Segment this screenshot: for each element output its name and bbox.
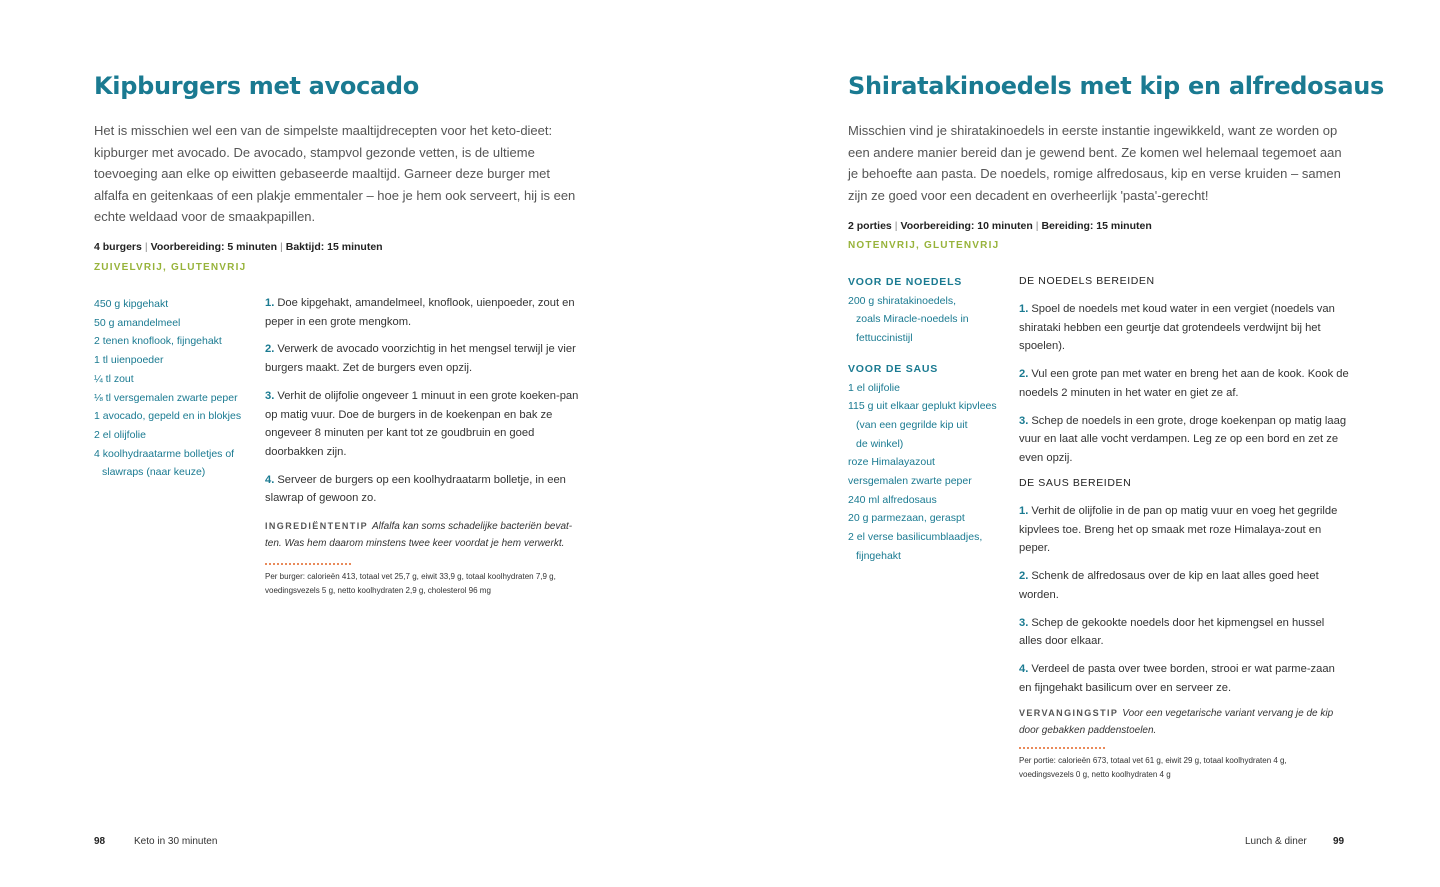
chapter-title: Lunch & diner bbox=[1245, 836, 1307, 847]
recipe-meta: 4 burgers | Voorbereiding: 5 minuten | Baktijd: 15 minuten bbox=[94, 241, 383, 253]
recipe-meta: 2 porties | Voorbereiding: 10 minuten | Bereiding: 15 minuten bbox=[848, 220, 1152, 232]
step-list-noodles bbox=[1019, 300, 1349, 477]
ingredient-item: ⅛ tl versgemalen zwarte peper bbox=[94, 391, 238, 404]
step-item: 2. Schenk de alfredosaus over de kip en laat alles goed heet worden. bbox=[1019, 570, 1319, 601]
substitution-tip bbox=[1019, 705, 1339, 739]
ingredient-item: versgemalen zwarte peper bbox=[848, 475, 972, 488]
ingredient-item: 4 koolhydraatarme bolletjes of bbox=[94, 447, 235, 460]
ingredient-item: de winkel) bbox=[856, 437, 904, 450]
recipe-intro: Het is misschien wel een van de simpelste maaltijdrecepten voor het keto-dieet: kipburger met avocado. De avocado, stampvol gezonde vetten, is de ultieme toevoeging aan elke op eiwitten gebaseerde maaltijd. Garneer deze burger met alfalfa en geitenkaas of een plakje emmentaler – hoe je hem ook serveert, hij is een echte weldaad voor de smaakpapillen. bbox=[94, 123, 576, 224]
recipe-intro: Misschien vind je shiratakinoedels in eerste instantie ingewikkeld, want ze worden op een andere manier bereid dan je gewend bent. Ze komen wel helemaal tegemoet aan je behoefte aan pasta. De noedels, romige alfredosaus, kip en verse kruiden – samen zijn ze goed voor een decadent en overheerlijk 'pasta'-gerecht! bbox=[848, 123, 1342, 203]
ingredient-item: 240 ml alfredosaus bbox=[848, 493, 937, 506]
servings: 4 burgers bbox=[94, 241, 142, 253]
step-item: 1. Spoel de noedels met koud water in een vergiet (noedels van shirataki hebben een geurtje dat grotendeels verdwijnt bij het spoelen). bbox=[1019, 303, 1335, 353]
ingredient-item: fettuccinistijl bbox=[856, 332, 913, 345]
servings: 2 porties bbox=[848, 220, 892, 232]
page-number: 98 bbox=[94, 836, 106, 847]
right-page bbox=[720, 0, 1440, 887]
recipe-title: Shiratakinoedels met kip en alfredosaus bbox=[848, 72, 1385, 100]
tip-label: VERVANGINGSTIP bbox=[1019, 708, 1119, 718]
step-list-sauce bbox=[1019, 502, 1349, 706]
recipe-title: Kipburgers met avocado bbox=[94, 72, 419, 100]
ingredient-item: 115 g uit elkaar geplukt kipvlees bbox=[848, 400, 997, 413]
prep-time: Voorbereiding: 10 minuten bbox=[900, 220, 1033, 232]
cook-time: Baktijd: 15 minuten bbox=[285, 241, 383, 253]
diet-tags: NOTENVRIJ, GLUTENVRIJ bbox=[848, 240, 1000, 251]
ingredient-heading: VOOR DE SAUS bbox=[848, 362, 939, 375]
ingredient-item: 450 g kipgehakt bbox=[94, 298, 169, 310]
nutrition-info: Per portie: calorieën 673, totaal vet 61 g, eiwit 29 g, totaal koolhydraten 4 g, voedingsvezels 0 g, netto koolhydraten 4 g bbox=[1019, 756, 1287, 779]
ingredient-list bbox=[848, 273, 1013, 566]
ingredient-item: 1 el olijfolie bbox=[848, 381, 900, 394]
step-item: 3. Verhit de olijfolie ongeveer 1 minuut in een grote koeken-pan op matig vuur. Doe de burgers in de koekenpan en bak ze ongeveer 8 minuten per kant tot ze goudbruin en goed doorbakken zijn. bbox=[265, 389, 579, 458]
ingredient-item: 20 g parmezaan, geraspt bbox=[848, 512, 965, 525]
cook-time: Bereiding: 15 minuten bbox=[1041, 220, 1152, 232]
prep-time: Voorbereiding: 5 minuten bbox=[150, 241, 277, 253]
ingredient-item: 2 el verse basilicumblaadjes, bbox=[848, 531, 983, 544]
ingredient-list bbox=[94, 295, 254, 482]
ingredient-tip bbox=[265, 518, 587, 552]
step-item: 3. Schep de noedels in een grote, droge koekenpan op matig laag vuur en laat alle vocht verdampen. Leg ze op een bord en zet ze even opzij. bbox=[1019, 414, 1347, 464]
step-list bbox=[265, 294, 593, 517]
ingredient-item: 200 g shiratakinoedels, bbox=[848, 294, 956, 307]
step-item: 1. Verhit de olijfolie in de pan op matig vuur en voeg het gegrilde kipvlees toe. Breng het op smaak met roze Himalaya-zout en peper. bbox=[1019, 505, 1338, 555]
ingredient-item: 2 el olijfolie bbox=[94, 428, 146, 441]
ingredient-item: ¼ tl zout bbox=[94, 372, 134, 385]
page-number: 99 bbox=[1333, 836, 1345, 847]
section-heading-noodles: DE NOEDELS BEREIDEN bbox=[1019, 275, 1155, 287]
tip-label: INGREDIËNTENTIP bbox=[265, 521, 369, 531]
ingredient-item: 1 avocado, gepeld en in blokjes bbox=[94, 410, 242, 423]
ingredient-item: fijngehakt bbox=[856, 549, 901, 562]
ingredient-item: 2 tenen knoflook, fijngehakt bbox=[94, 335, 222, 348]
step-item: 2. Verwerk de avocado voorzichtig in het mengsel terwijl je vier burgers maakt. Zet de burgers even opzij. bbox=[265, 343, 576, 375]
dotted-divider bbox=[265, 563, 351, 565]
step-item: 1. Doe kipgehakt, amandelmeel, knoflook, uienpoeder, zout en peper in een grote mengkom. bbox=[265, 297, 575, 328]
step-item: 4. Verdeel de pasta over twee borden, strooi er wat parme-zaan en fijngehakt basilicum over en serveer ze. bbox=[1019, 662, 1335, 694]
spacer bbox=[848, 348, 1013, 360]
step-item: 4. Serveer de burgers op een koolhydraatarm bolletje, in een slawrap of gewoon zo. bbox=[265, 473, 566, 505]
ingredient-heading: VOOR DE NOEDELS bbox=[848, 276, 963, 288]
ingredient-item: slawraps (naar keuze) bbox=[102, 466, 206, 479]
step-item: 3. Schep de gekookte noedels door het kipmengsel en hussel alles door elkaar. bbox=[1019, 616, 1325, 648]
ingredient-item: (van een gegrilde kip uit bbox=[856, 418, 968, 431]
book-title: Keto in 30 minuten bbox=[134, 836, 218, 847]
ingredient-item: 50 g amandelmeel bbox=[94, 316, 181, 329]
nutrition-info: Per burger: calorieën 413, totaal vet 25,7 g, eiwit 33,9 g, totaal koolhydraten 7,9 g, voedingsvezels 5 g, netto koolhydraten 2,9 g, cholesterol 96 mg bbox=[265, 572, 556, 595]
section-heading-sauce: DE SAUS BEREIDEN bbox=[1019, 477, 1132, 489]
tip-text: Alfalfa kan soms schadelijke bacteriën bevat-ten. Was hem daarom minstens twee keer voordat je hem verwerkt. bbox=[265, 521, 573, 549]
ingredient-item: roze Himalayazout bbox=[848, 456, 935, 469]
step-item: 2. Vul een grote pan met water en breng het aan de kook. Kook de noedels 2 minuten in het water en giet ze af. bbox=[1019, 368, 1349, 399]
tip-text: Voor een vegetarische variant vervang je de kip door gebakken paddenstoelen. bbox=[1019, 708, 1334, 736]
ingredient-item: 1 tl uienpoeder bbox=[94, 354, 164, 367]
dotted-divider bbox=[1019, 747, 1105, 749]
diet-tags: ZUIVELVRIJ, GLUTENVRIJ bbox=[94, 262, 247, 273]
ingredient-item: zoals Miracle-noedels in bbox=[856, 313, 969, 326]
